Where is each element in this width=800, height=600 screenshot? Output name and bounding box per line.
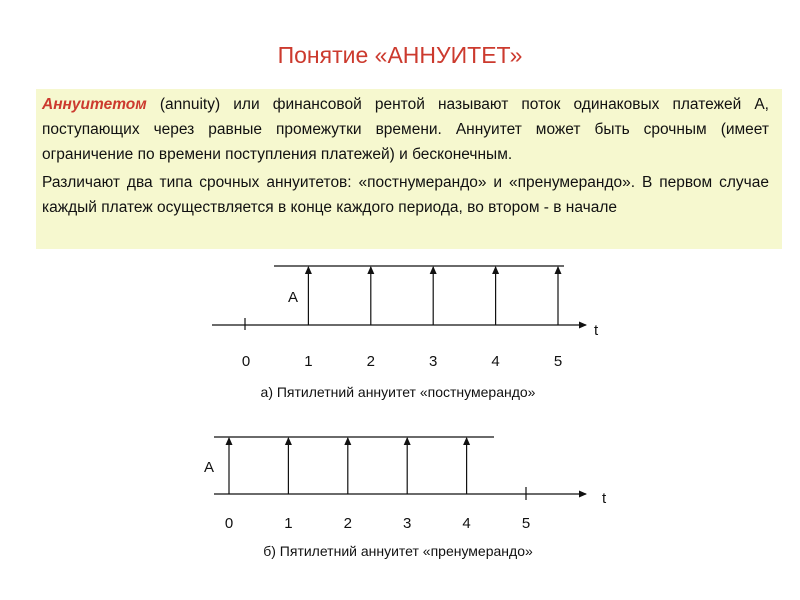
tick-labels <box>225 515 530 532</box>
definition-term: Аннуитетом <box>42 96 147 113</box>
payment-arrows <box>308 267 558 325</box>
tick-label: 2 <box>366 353 375 370</box>
postnumerando-diagram <box>212 266 599 400</box>
axis-label-t: t <box>594 322 599 339</box>
tick-labels <box>242 353 562 370</box>
payment-label: А <box>204 459 215 476</box>
payment-label: А <box>288 289 299 306</box>
tick-label: 3 <box>403 515 412 532</box>
diagram-caption: а) Пятилетний аннуитет «постнумерандо» <box>260 384 536 400</box>
tick-label: 1 <box>284 515 293 532</box>
tick-label: 1 <box>304 353 313 370</box>
annuity-types-paragraph: Различают два типа срочных аннуитетов: «постнумерандо» и «пренумерандо». В первом случае каждый платеж осуществляется в конце каждого периода, во втором - в начале <box>42 174 769 216</box>
tick-label: 2 <box>343 515 352 532</box>
tick-label: 4 <box>462 515 471 532</box>
payment-arrows <box>229 438 467 494</box>
axis-label-t: t <box>602 490 607 507</box>
tick-label: 0 <box>241 353 251 370</box>
definition-text: (annuity) или финансовой рентой называют поток одинаковых платежей А, поступающих через равные промежутки времени. Аннуитет может быть срочным (имеет ограничение по времени поступления платежей) и бесконечным. <box>42 96 769 163</box>
tick-label: 5 <box>521 515 531 532</box>
prenumerando-diagram <box>204 437 607 559</box>
page-title: Понятие «АННУИТЕТ» <box>277 42 523 68</box>
diagram-caption: б) Пятилетний аннуитет «пренумерандо» <box>263 543 533 559</box>
tick-label: 3 <box>429 353 438 370</box>
tick-label: 4 <box>491 353 500 370</box>
tick-label: 5 <box>553 353 563 370</box>
tick-label: 0 <box>224 515 234 532</box>
